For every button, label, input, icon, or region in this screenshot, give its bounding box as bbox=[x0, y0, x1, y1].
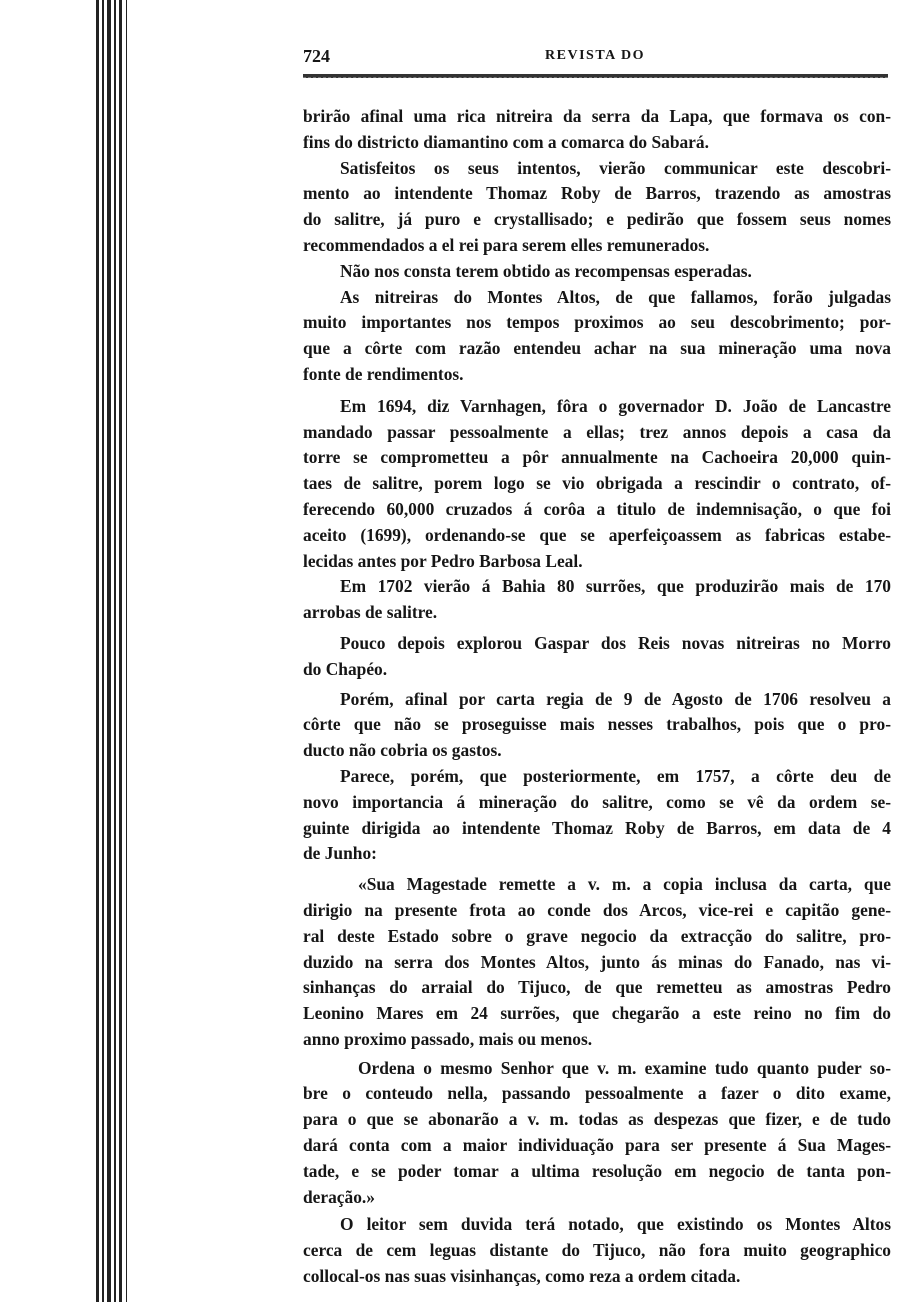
text-line: «Sua Magestade remette a v. m. a copia inclusa da carta, que bbox=[358, 874, 891, 895]
text-line: de Junho: bbox=[303, 843, 377, 864]
text-line: dirigio na presente frota ao conde dos Arcos, vice-rei e capitão gene- bbox=[303, 899, 891, 920]
text-line: bre o conteudo nella, passando pessoalmente a fazer o dito exame, bbox=[303, 1083, 891, 1104]
text-line: Em 1702 vierão á Bahia 80 surrões, que produzirão mais de 170 bbox=[340, 576, 891, 597]
running-title: REVISTA DO bbox=[545, 48, 645, 63]
text-line: do Chapéo. bbox=[303, 658, 388, 679]
text-line: Satisfeitos os seus intentos, vierão communicar este descobri- bbox=[340, 157, 891, 178]
text-line: novo importancia á mineração do salitre, como se vê da ordem se- bbox=[303, 791, 891, 812]
paragraph bbox=[303, 574, 891, 626]
text-line: Parece, porém, que posteriormente, em 1757, a côrte deu de bbox=[340, 765, 891, 786]
text-line: As nitreiras do Montes Altos, de que fallamos, forão julgadas bbox=[340, 286, 891, 307]
paragraph bbox=[303, 1212, 891, 1289]
quoted-paragraph bbox=[303, 872, 891, 1053]
text-line: mento ao intendente Thomaz Roby de Barros, trazendo as amostras bbox=[303, 183, 891, 204]
paragraph bbox=[303, 156, 891, 259]
text-line: collocal-os nas suas visinhanças, como reza a ordem citada. bbox=[303, 1266, 741, 1287]
text-line: guinte dirigida ao intendente Thomaz Roby de Barros, em data de 4 bbox=[303, 817, 891, 838]
text-line: fins do districto diamantino com a comarca do Sabará. bbox=[303, 131, 709, 152]
text-line: lecidas antes por Pedro Barbosa Leal. bbox=[303, 550, 583, 571]
quoted-paragraph bbox=[303, 1056, 891, 1211]
text-line: duzido na serra dos Montes Altos, junto ás minas do Fanado, nas vi- bbox=[303, 951, 891, 972]
text-line: taes de salitre, porem logo se vio obrigada a rescindir o contrato, of- bbox=[303, 473, 891, 494]
paragraph bbox=[303, 285, 891, 388]
text-line: cerca de cem leguas distante do Tijuco, não fora muito geographico bbox=[303, 1240, 891, 1261]
text-line: ral deste Estado sobre o grave negocio da extracção do salitre, pro- bbox=[303, 925, 891, 946]
text-line: torre se comprometteu a pôr annualmente na Cachoeira 20,000 quin- bbox=[303, 447, 891, 468]
paragraph bbox=[303, 687, 891, 764]
text-line: Pouco depois explorou Gaspar dos Reis novas nitreiras no Morro bbox=[340, 632, 891, 653]
paragraph bbox=[303, 394, 891, 575]
page-number: 724 bbox=[303, 46, 330, 66]
text-line: Em 1694, diz Varnhagen, fôra o governador D. João de Lancastre bbox=[340, 395, 891, 416]
text-line: Porém, afinal por carta regia de 9 de Agosto de 1706 resolveu a bbox=[340, 688, 891, 709]
text-line: Ordena o mesmo Senhor que v. m. examine tudo quanto puder so- bbox=[358, 1057, 891, 1078]
text-line: aceito (1699), ordenando-se que se aperfeiçoassem as fabricas estabe- bbox=[303, 524, 891, 545]
text-line: tade, e se poder tomar a ultima resolução em negocio de tanta pon- bbox=[303, 1160, 891, 1181]
text-line: para o que se abonarão a v. m. todas as despezas que fizer, e de tudo bbox=[303, 1109, 891, 1130]
text-line: Não nos consta terem obtido as recompensas esperadas. bbox=[340, 260, 752, 281]
text-line: O leitor sem duvida terá notado, que existindo os Montes Altos bbox=[340, 1214, 891, 1235]
text-line: sinhanças do arraial do Tijuco, de que remetteu as amostras Pedro bbox=[303, 977, 891, 998]
text-line: mandado passar pessoalmente a ellas; trez annos depois a casa da bbox=[303, 421, 891, 442]
body-text bbox=[303, 104, 891, 1290]
text-line: côrte que não se proseguisse mais nesses trabalhos, pois que o pro- bbox=[303, 714, 891, 735]
page-binding-edge bbox=[90, 0, 140, 1302]
paragraph bbox=[303, 259, 891, 285]
text-line: brirão afinal uma rica nitreira da serra da Lapa, que formava os con- bbox=[303, 106, 891, 126]
text-line: anno proximo passado, mais ou menos. bbox=[303, 1028, 593, 1049]
text-line: fonte de rendimentos. bbox=[303, 363, 464, 384]
text-line: muito importantes nos tempos proximos ao seu descobrimento; por- bbox=[303, 312, 891, 333]
paragraph bbox=[303, 631, 891, 683]
header-rule bbox=[303, 74, 888, 78]
text-line: que a côrte com razão entendeu achar na sua mineração uma nova bbox=[303, 338, 891, 359]
text-line: Leonino Mares em 24 surrões, que chegarão a este reino no fim do bbox=[303, 1003, 891, 1024]
text-line: ducto não cobria os gastos. bbox=[303, 740, 502, 761]
text-line: do salitre, já puro e crystallisado; e pedirão que fossem seus nomes bbox=[303, 209, 891, 230]
paragraph bbox=[303, 764, 891, 867]
text-line: deração.» bbox=[303, 1186, 375, 1207]
text-line: dará conta com a maior individuação para ser presente á Sua Mages- bbox=[303, 1135, 891, 1156]
text-line: recommendados a el rei para serem elles remunerados. bbox=[303, 234, 710, 255]
text-line: arrobas de salitre. bbox=[303, 602, 438, 623]
paragraph bbox=[303, 104, 891, 156]
text-line: ferecendo 60,000 cruzados á corôa a titulo de indemnisação, o que foi bbox=[303, 498, 891, 519]
